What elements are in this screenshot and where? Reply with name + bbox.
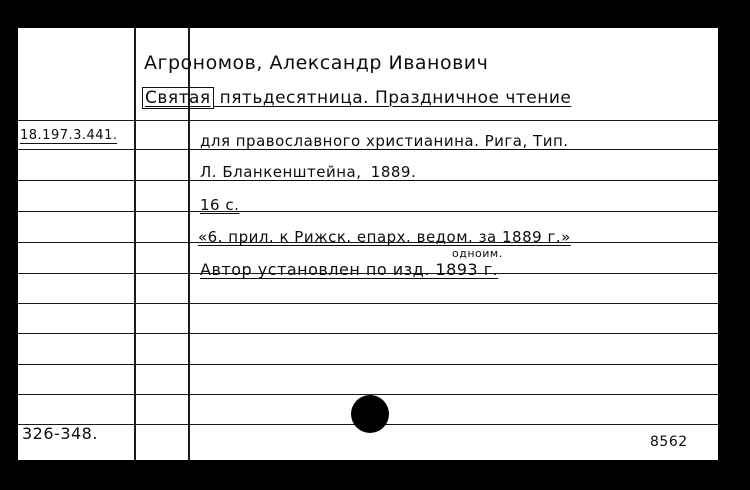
ruled-line [18, 120, 718, 121]
shelf-mark: 18.197.3.441. [20, 128, 118, 143]
punch-hole [351, 395, 389, 433]
publisher-line [200, 163, 416, 181]
title-line-1 [142, 88, 571, 108]
ruled-line [18, 333, 718, 334]
catalog-card [18, 28, 718, 460]
left-margin-line [134, 28, 136, 460]
pages: 16 с. [200, 196, 240, 214]
title-first-word: Святая [142, 87, 214, 109]
ruled-line [18, 303, 718, 304]
title-rest: пятьдесятница. Праздничное чтение [213, 88, 572, 108]
year: 1889. [370, 163, 417, 181]
ruled-line [18, 211, 718, 212]
publisher: Л. Бланкенштейна, [200, 163, 362, 181]
author-heading: Агрономов, Александр Иванович [144, 52, 489, 74]
supplement-note: «6. прил. к Рижск. епарх. ведом. за 1889 г.» [198, 228, 571, 246]
card-number: 8562 [650, 434, 688, 450]
ruled-line [18, 364, 718, 365]
attribution-note: Автор установлен по изд. 1893 г. [200, 260, 499, 279]
title-line-2: для православного христианина. Рига, Тип. [200, 132, 569, 150]
inventory-number: 326-348. [22, 424, 98, 443]
note-insertion: одноим. [452, 247, 503, 260]
